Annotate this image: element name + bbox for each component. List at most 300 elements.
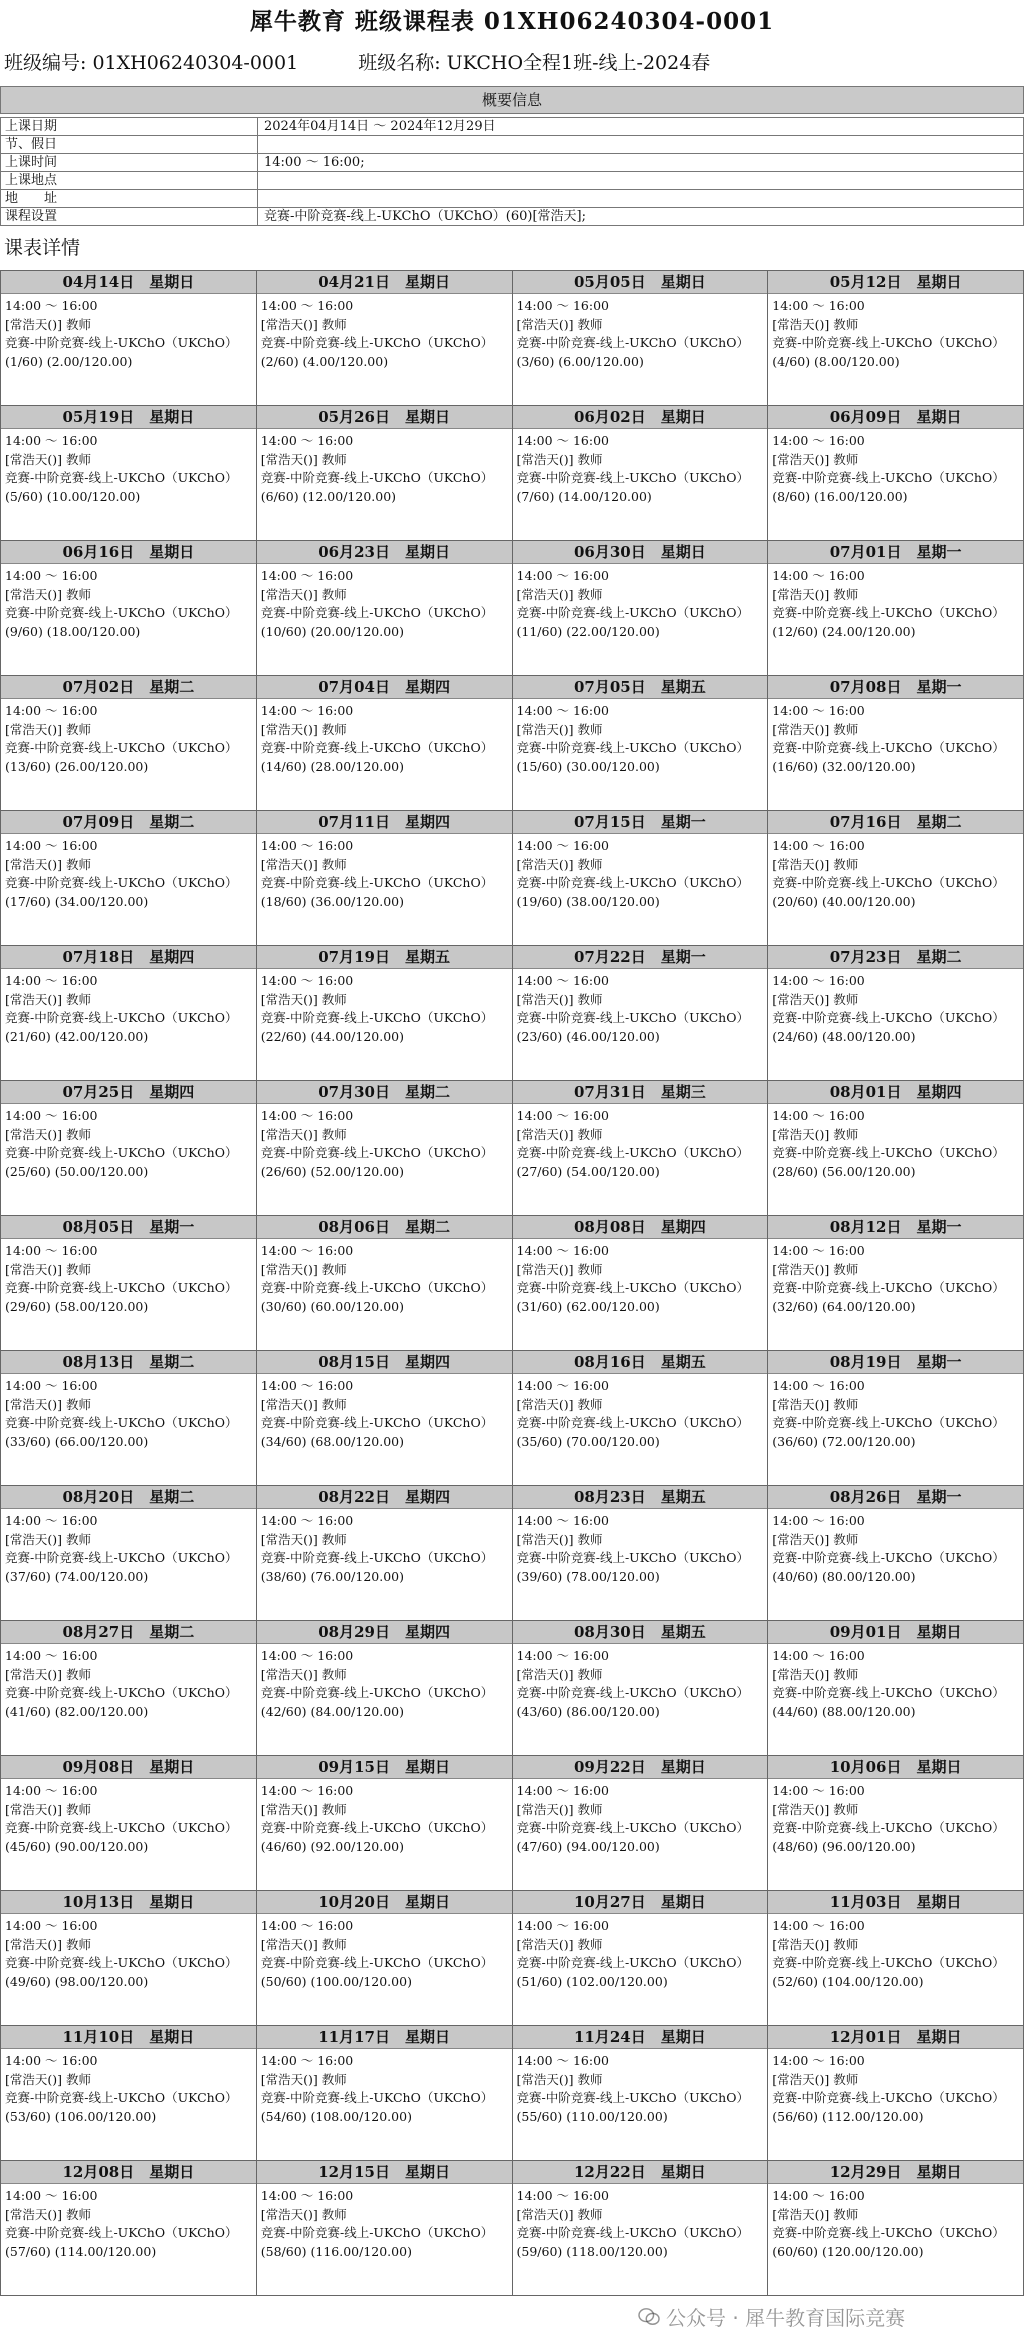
session-time: 14:00 ～ 16:00 xyxy=(516,1783,609,1798)
session-teacher: [常浩天()] 教师 xyxy=(772,1801,859,1817)
session-course: 竞赛-中阶竞赛-线上-UKChO（UKChO） xyxy=(5,1550,238,1565)
session-time: 14:00 ～ 16:00 xyxy=(5,1648,98,1663)
overview-label: 节、假日 xyxy=(1,136,258,153)
session-body xyxy=(257,1104,512,1181)
session-time: 14:00 ～ 16:00 xyxy=(260,1648,354,1663)
session-date: 12月22日 星期日 xyxy=(513,2161,768,2184)
session-teacher: [常浩天()] 教师 xyxy=(5,316,91,332)
session-body xyxy=(513,564,768,641)
session-progress: (23/60) (46.00/120.00) xyxy=(516,1028,660,1044)
session-cell xyxy=(257,1891,513,2026)
session-cell xyxy=(513,1621,769,1756)
session-teacher: [常浩天()] 教师 xyxy=(5,1261,91,1277)
session-cell xyxy=(768,406,1024,541)
session-body xyxy=(257,1509,512,1586)
session-teacher: [常浩天()] 教师 xyxy=(260,991,347,1007)
session-time: 14:00 ～ 16:00 xyxy=(260,1243,354,1258)
session-course: 竞赛-中阶竞赛-线上-UKChO（UKChO） xyxy=(516,875,749,890)
session-teacher: [常浩天()] 教师 xyxy=(516,1936,603,1952)
overview-label: 上课日期 xyxy=(1,118,258,135)
session-body xyxy=(257,1644,512,1721)
session-course: 竞赛-中阶竞赛-线上-UKChO（UKChO） xyxy=(260,740,494,755)
session-time: 14:00 ～ 16:00 xyxy=(5,1513,98,1528)
session-time: 14:00 ～ 16:00 xyxy=(5,433,98,448)
session-cell xyxy=(513,1351,769,1486)
session-date: 09月22日 星期日 xyxy=(513,1756,768,1779)
session-progress: (1/60) (2.00/120.00) xyxy=(5,353,133,369)
session-course: 竞赛-中阶竞赛-线上-UKChO（UKChO） xyxy=(5,2225,238,2240)
session-progress: (38/60) (76.00/120.00) xyxy=(260,1568,404,1584)
session-course: 竞赛-中阶竞赛-线上-UKChO（UKChO） xyxy=(5,2090,238,2105)
session-teacher: [常浩天()] 教师 xyxy=(516,1801,603,1817)
overview-value: 竞赛-中阶竞赛-线上-UKChO（UKChO）(60)[常浩天]; xyxy=(264,209,586,224)
class-code: 班级编号: 01XH06240304-0001 xyxy=(4,51,299,74)
session-body xyxy=(513,1779,768,1856)
session-date: 07月02日 星期二 xyxy=(1,676,256,699)
session-date: 07月15日 星期一 xyxy=(513,811,768,834)
session-cell xyxy=(1,676,257,811)
session-progress: (30/60) (60.00/120.00) xyxy=(260,1298,404,1314)
session-progress: (32/60) (64.00/120.00) xyxy=(772,1298,916,1314)
session-time: 14:00 ～ 16:00 xyxy=(516,973,609,988)
session-time: 14:00 ～ 16:00 xyxy=(772,838,865,853)
session-date: 06月30日 星期日 xyxy=(513,541,768,564)
session-body xyxy=(1,1914,256,1991)
session-course: 竞赛-中阶竞赛-线上-UKChO（UKChO） xyxy=(260,1145,494,1160)
session-date: 12月01日 星期日 xyxy=(768,2026,1023,2049)
session-teacher: [常浩天()] 教师 xyxy=(260,1666,347,1682)
session-body xyxy=(513,2049,768,2126)
session-body xyxy=(1,1374,256,1451)
session-date: 07月19日 星期五 xyxy=(257,946,512,969)
session-course: 竞赛-中阶竞赛-线上-UKChO（UKChO） xyxy=(5,470,238,485)
session-cell xyxy=(257,1756,513,1891)
session-teacher: [常浩天()] 教师 xyxy=(516,991,603,1007)
session-body xyxy=(513,699,768,776)
session-progress: (41/60) (82.00/120.00) xyxy=(5,1703,149,1719)
session-date: 09月01日 星期日 xyxy=(768,1621,1023,1644)
session-course: 竞赛-中阶竞赛-线上-UKChO（UKChO） xyxy=(5,1280,238,1295)
session-date: 07月30日 星期二 xyxy=(257,1081,512,1104)
session-teacher: [常浩天()] 教师 xyxy=(516,1531,603,1547)
session-progress: (2/60) (4.00/120.00) xyxy=(260,353,389,369)
session-course: 竞赛-中阶竞赛-线上-UKChO（UKChO） xyxy=(772,1415,1005,1430)
session-cell xyxy=(1,541,257,676)
session-cell xyxy=(768,2161,1024,2296)
session-cell xyxy=(1,2026,257,2161)
session-course: 竞赛-中阶竞赛-线上-UKChO（UKChO） xyxy=(260,335,494,350)
overview-label: 上课地点 xyxy=(1,172,258,189)
session-teacher: [常浩天()] 教师 xyxy=(516,1126,603,1142)
session-teacher: [常浩天()] 教师 xyxy=(5,721,91,737)
session-cell xyxy=(768,1081,1024,1216)
session-course: 竞赛-中阶竞赛-线上-UKChO（UKChO） xyxy=(772,2225,1005,2240)
session-date: 05月12日 星期日 xyxy=(768,271,1023,294)
session-body xyxy=(768,1239,1023,1316)
session-body xyxy=(768,294,1023,371)
session-cell xyxy=(513,676,769,811)
session-progress: (35/60) (70.00/120.00) xyxy=(516,1433,660,1449)
session-teacher: [常浩天()] 教师 xyxy=(516,1261,603,1277)
session-course: 竞赛-中阶竞赛-线上-UKChO（UKChO） xyxy=(772,1280,1005,1295)
session-progress: (11/60) (22.00/120.00) xyxy=(516,623,660,639)
session-cell xyxy=(513,271,769,406)
session-body xyxy=(768,1914,1023,1991)
session-body xyxy=(257,1779,512,1856)
session-cell xyxy=(257,676,513,811)
details-heading: 课表详情 xyxy=(4,237,81,259)
session-teacher: [常浩天()] 教师 xyxy=(772,721,859,737)
session-progress: (56/60) (112.00/120.00) xyxy=(772,2108,924,2124)
session-cell xyxy=(1,1486,257,1621)
session-teacher: [常浩天()] 教师 xyxy=(772,1936,859,1952)
session-body xyxy=(768,699,1023,776)
session-date: 08月27日 星期二 xyxy=(1,1621,256,1644)
session-time: 14:00 ～ 16:00 xyxy=(260,1513,354,1528)
session-teacher: [常浩天()] 教师 xyxy=(260,1936,347,1952)
session-date: 07月25日 星期四 xyxy=(1,1081,256,1104)
overview-label: 上课时间 xyxy=(1,154,258,171)
session-course: 竞赛-中阶竞赛-线上-UKChO（UKChO） xyxy=(516,605,749,620)
session-progress: (54/60) (108.00/120.00) xyxy=(260,2108,412,2124)
session-cell xyxy=(768,1621,1024,1756)
session-body xyxy=(513,2184,768,2261)
session-progress: (55/60) (110.00/120.00) xyxy=(516,2108,668,2124)
session-cell xyxy=(1,1351,257,1486)
session-cell xyxy=(1,946,257,1081)
session-time: 14:00 ～ 16:00 xyxy=(5,973,98,988)
session-time: 14:00 ～ 16:00 xyxy=(260,1378,354,1393)
session-teacher: [常浩天()] 教师 xyxy=(516,1666,603,1682)
session-date: 10月13日 星期日 xyxy=(1,1891,256,1914)
session-teacher: [常浩天()] 教师 xyxy=(772,1126,859,1142)
session-time: 14:00 ～ 16:00 xyxy=(772,1108,865,1123)
session-body xyxy=(1,294,256,371)
session-course: 竞赛-中阶竞赛-线上-UKChO（UKChO） xyxy=(516,1280,749,1295)
session-teacher: [常浩天()] 教师 xyxy=(260,721,347,737)
session-body xyxy=(1,564,256,641)
schedule-grid xyxy=(0,270,1024,2296)
session-teacher: [常浩天()] 教师 xyxy=(260,2206,347,2222)
session-time: 14:00 ～ 16:00 xyxy=(516,1513,609,1528)
watermark-text: 公众号 · 犀牛教育国际竞赛 xyxy=(666,2306,906,2330)
session-course: 竞赛-中阶竞赛-线上-UKChO（UKChO） xyxy=(516,2225,749,2240)
session-teacher: [常浩天()] 教师 xyxy=(516,586,603,602)
session-progress: (24/60) (48.00/120.00) xyxy=(772,1028,916,1044)
session-course: 竞赛-中阶竞赛-线上-UKChO（UKChO） xyxy=(772,740,1005,755)
session-teacher: [常浩天()] 教师 xyxy=(772,2071,859,2087)
session-course: 竞赛-中阶竞赛-线上-UKChO（UKChO） xyxy=(772,1145,1005,1160)
session-time: 14:00 ～ 16:00 xyxy=(516,2053,609,2068)
session-progress: (8/60) (16.00/120.00) xyxy=(772,488,908,504)
session-course: 竞赛-中阶竞赛-线上-UKChO（UKChO） xyxy=(5,875,238,890)
session-cell xyxy=(513,1486,769,1621)
session-progress: (27/60) (54.00/120.00) xyxy=(516,1163,660,1179)
session-time: 14:00 ～ 16:00 xyxy=(772,973,865,988)
session-progress: (12/60) (24.00/120.00) xyxy=(772,623,916,639)
session-time: 14:00 ～ 16:00 xyxy=(772,568,865,583)
session-course: 竞赛-中阶竞赛-线上-UKChO（UKChO） xyxy=(516,1415,749,1430)
session-body xyxy=(1,1779,256,1856)
session-time: 14:00 ～ 16:00 xyxy=(5,298,98,313)
session-body xyxy=(513,1374,768,1451)
session-date: 11月17日 星期日 xyxy=(257,2026,512,2049)
session-time: 14:00 ～ 16:00 xyxy=(260,2053,354,2068)
session-progress: (52/60) (104.00/120.00) xyxy=(772,1973,924,1989)
session-cell xyxy=(513,541,769,676)
session-body xyxy=(257,969,512,1046)
session-date: 12月08日 星期日 xyxy=(1,2161,256,2184)
session-course: 竞赛-中阶竞赛-线上-UKChO（UKChO） xyxy=(260,1280,494,1295)
session-date: 04月21日 星期日 xyxy=(257,271,512,294)
session-time: 14:00 ～ 16:00 xyxy=(772,1918,865,1933)
session-time: 14:00 ～ 16:00 xyxy=(772,1783,865,1798)
session-date: 07月05日 星期五 xyxy=(513,676,768,699)
session-progress: (57/60) (114.00/120.00) xyxy=(5,2243,157,2259)
session-time: 14:00 ～ 16:00 xyxy=(516,433,609,448)
session-date: 07月16日 星期二 xyxy=(768,811,1023,834)
session-body xyxy=(257,834,512,911)
session-cell xyxy=(513,2026,769,2161)
session-date: 08月01日 星期四 xyxy=(768,1081,1023,1104)
session-cell xyxy=(513,811,769,946)
session-body xyxy=(513,969,768,1046)
session-time: 14:00 ～ 16:00 xyxy=(5,838,98,853)
session-date: 07月22日 星期一 xyxy=(513,946,768,969)
session-date: 10月06日 星期日 xyxy=(768,1756,1023,1779)
session-date: 08月08日 星期四 xyxy=(513,1216,768,1239)
session-date: 09月15日 星期日 xyxy=(257,1756,512,1779)
session-teacher: [常浩天()] 教师 xyxy=(516,2206,603,2222)
session-time: 14:00 ～ 16:00 xyxy=(260,433,354,448)
session-body xyxy=(1,1104,256,1181)
session-course: 竞赛-中阶竞赛-线上-UKChO（UKChO） xyxy=(260,1820,494,1835)
session-course: 竞赛-中阶竞赛-线上-UKChO（UKChO） xyxy=(772,1010,1005,1025)
session-body xyxy=(1,969,256,1046)
session-progress: (51/60) (102.00/120.00) xyxy=(516,1973,668,1989)
session-teacher: [常浩天()] 教师 xyxy=(260,316,347,332)
session-body xyxy=(768,969,1023,1046)
session-cell xyxy=(1,271,257,406)
session-body xyxy=(513,1914,768,1991)
session-teacher: [常浩天()] 教师 xyxy=(260,1396,347,1412)
session-date: 11月03日 星期日 xyxy=(768,1891,1023,1914)
session-teacher: [常浩天()] 教师 xyxy=(772,856,859,872)
session-progress: (5/60) (10.00/120.00) xyxy=(5,488,141,504)
session-time: 14:00 ～ 16:00 xyxy=(260,703,354,718)
session-progress: (40/60) (80.00/120.00) xyxy=(772,1568,916,1584)
session-teacher: [常浩天()] 教师 xyxy=(5,991,91,1007)
session-course: 竞赛-中阶竞赛-线上-UKChO（UKChO） xyxy=(5,1145,238,1160)
session-date: 08月13日 星期二 xyxy=(1,1351,256,1374)
session-date: 08月20日 星期二 xyxy=(1,1486,256,1509)
session-progress: (14/60) (28.00/120.00) xyxy=(260,758,404,774)
session-cell xyxy=(513,1081,769,1216)
overview-value: 2024年04月14日 ～ 2024年12月29日 xyxy=(264,119,496,134)
session-cell xyxy=(768,271,1024,406)
session-teacher: [常浩天()] 教师 xyxy=(516,451,603,467)
session-cell xyxy=(257,1216,513,1351)
session-course: 竞赛-中阶竞赛-线上-UKChO（UKChO） xyxy=(772,1955,1005,1970)
session-progress: (17/60) (34.00/120.00) xyxy=(5,893,149,909)
session-progress: (9/60) (18.00/120.00) xyxy=(5,623,141,639)
overview-row xyxy=(1,190,1023,208)
session-teacher: [常浩天()] 教师 xyxy=(772,1666,859,1682)
session-body xyxy=(768,1509,1023,1586)
session-date: 07月08日 星期一 xyxy=(768,676,1023,699)
session-teacher: [常浩天()] 教师 xyxy=(260,856,347,872)
session-cell xyxy=(257,2026,513,2161)
session-teacher: [常浩天()] 教师 xyxy=(516,2071,603,2087)
session-cell xyxy=(768,1351,1024,1486)
session-progress: (33/60) (66.00/120.00) xyxy=(5,1433,149,1449)
session-cell xyxy=(768,946,1024,1081)
overview-table xyxy=(0,117,1024,226)
session-teacher: [常浩天()] 教师 xyxy=(772,451,859,467)
session-progress: (15/60) (30.00/120.00) xyxy=(516,758,660,774)
session-course: 竞赛-中阶竞赛-线上-UKChO（UKChO） xyxy=(772,875,1005,890)
session-teacher: [常浩天()] 教师 xyxy=(5,1126,91,1142)
session-course: 竞赛-中阶竞赛-线上-UKChO（UKChO） xyxy=(772,1550,1005,1565)
session-date: 08月05日 星期一 xyxy=(1,1216,256,1239)
session-cell xyxy=(768,811,1024,946)
session-body xyxy=(768,1104,1023,1181)
session-progress: (4/60) (8.00/120.00) xyxy=(772,353,900,369)
session-time: 14:00 ～ 16:00 xyxy=(516,1648,609,1663)
session-progress: (28/60) (56.00/120.00) xyxy=(772,1163,916,1179)
session-course: 竞赛-中阶竞赛-线上-UKChO（UKChO） xyxy=(516,1010,749,1025)
session-cell xyxy=(1,1081,257,1216)
session-body xyxy=(1,1239,256,1316)
session-course: 竞赛-中阶竞赛-线上-UKChO（UKChO） xyxy=(5,1415,238,1430)
session-progress: (10/60) (20.00/120.00) xyxy=(260,623,404,639)
session-teacher: [常浩天()] 教师 xyxy=(772,2206,859,2222)
session-body xyxy=(768,564,1023,641)
session-body xyxy=(768,2049,1023,2126)
overview-value xyxy=(258,172,1023,189)
session-time: 14:00 ～ 16:00 xyxy=(5,703,98,718)
session-course: 竞赛-中阶竞赛-线上-UKChO（UKChO） xyxy=(516,335,749,350)
session-time: 14:00 ～ 16:00 xyxy=(5,1243,98,1258)
session-date: 08月23日 星期五 xyxy=(513,1486,768,1509)
session-cell xyxy=(257,811,513,946)
session-cell xyxy=(513,946,769,1081)
session-progress: (20/60) (40.00/120.00) xyxy=(772,893,916,909)
session-course: 竞赛-中阶竞赛-线上-UKChO（UKChO） xyxy=(260,470,494,485)
session-cell xyxy=(1,1216,257,1351)
session-cell xyxy=(257,1351,513,1486)
session-date: 06月09日 星期日 xyxy=(768,406,1023,429)
session-date: 08月12日 星期一 xyxy=(768,1216,1023,1239)
session-teacher: [常浩天()] 教师 xyxy=(260,1126,347,1142)
session-progress: (7/60) (14.00/120.00) xyxy=(516,488,652,504)
overview-row xyxy=(1,117,1023,136)
session-course: 竞赛-中阶竞赛-线上-UKChO（UKChO） xyxy=(5,740,238,755)
session-cell xyxy=(513,1756,769,1891)
session-time: 14:00 ～ 16:00 xyxy=(772,1243,865,1258)
session-cell xyxy=(257,406,513,541)
session-teacher: [常浩天()] 教师 xyxy=(516,721,603,737)
session-date: 07月09日 星期二 xyxy=(1,811,256,834)
session-date: 08月15日 星期四 xyxy=(257,1351,512,1374)
session-body xyxy=(1,834,256,911)
session-progress: (16/60) (32.00/120.00) xyxy=(772,758,916,774)
session-teacher: [常浩天()] 教师 xyxy=(260,1801,347,1817)
session-time: 14:00 ～ 16:00 xyxy=(260,1108,354,1123)
session-time: 14:00 ～ 16:00 xyxy=(5,1378,98,1393)
session-progress: (25/60) (50.00/120.00) xyxy=(5,1163,149,1179)
session-body xyxy=(257,294,512,371)
session-time: 14:00 ～ 16:00 xyxy=(5,2053,98,2068)
session-course: 竞赛-中阶竞赛-线上-UKChO（UKChO） xyxy=(260,1685,494,1700)
session-body xyxy=(257,1239,512,1316)
session-time: 14:00 ～ 16:00 xyxy=(516,568,609,583)
session-cell xyxy=(257,946,513,1081)
session-cell xyxy=(768,676,1024,811)
session-teacher: [常浩天()] 教师 xyxy=(5,1396,91,1412)
session-time: 14:00 ～ 16:00 xyxy=(772,2188,865,2203)
session-date: 07月18日 星期四 xyxy=(1,946,256,969)
wechat-official-account-icon xyxy=(638,2307,660,2327)
session-teacher: [常浩天()] 教师 xyxy=(5,1531,91,1547)
session-time: 14:00 ～ 16:00 xyxy=(772,1648,865,1663)
session-cell xyxy=(768,1486,1024,1621)
session-cell xyxy=(513,406,769,541)
session-course: 竞赛-中阶竞赛-线上-UKChO（UKChO） xyxy=(772,335,1005,350)
session-course: 竞赛-中阶竞赛-线上-UKChO（UKChO） xyxy=(5,1955,238,1970)
session-time: 14:00 ～ 16:00 xyxy=(516,1243,609,1258)
session-cell xyxy=(768,1756,1024,1891)
session-course: 竞赛-中阶竞赛-线上-UKChO（UKChO） xyxy=(516,1685,749,1700)
session-date: 10月27日 星期日 xyxy=(513,1891,768,1914)
session-progress: (21/60) (42.00/120.00) xyxy=(5,1028,149,1044)
session-course: 竞赛-中阶竞赛-线上-UKChO（UKChO） xyxy=(516,740,749,755)
session-date: 06月23日 星期日 xyxy=(257,541,512,564)
session-course: 竞赛-中阶竞赛-线上-UKChO（UKChO） xyxy=(5,1685,238,1700)
session-teacher: [常浩天()] 教师 xyxy=(5,1936,91,1952)
session-course: 竞赛-中阶竞赛-线上-UKChO（UKChO） xyxy=(260,875,494,890)
session-body xyxy=(1,1509,256,1586)
session-teacher: [常浩天()] 教师 xyxy=(260,451,347,467)
session-teacher: [常浩天()] 教师 xyxy=(516,1396,603,1412)
session-teacher: [常浩天()] 教师 xyxy=(772,1261,859,1277)
session-time: 14:00 ～ 16:00 xyxy=(516,1378,609,1393)
session-progress: (31/60) (62.00/120.00) xyxy=(516,1298,660,1314)
session-body xyxy=(257,429,512,506)
class-name: 班级名称: UKCHO全程1班-线上-2024春 xyxy=(358,51,711,74)
session-cell xyxy=(768,2026,1024,2161)
session-progress: (37/60) (74.00/120.00) xyxy=(5,1568,149,1584)
session-progress: (46/60) (92.00/120.00) xyxy=(260,1838,404,1854)
session-time: 14:00 ～ 16:00 xyxy=(516,703,609,718)
session-course: 竞赛-中阶竞赛-线上-UKChO（UKChO） xyxy=(260,1955,494,1970)
session-time: 14:00 ～ 16:00 xyxy=(772,703,865,718)
session-time: 14:00 ～ 16:00 xyxy=(772,433,865,448)
session-body xyxy=(1,699,256,776)
session-course: 竞赛-中阶竞赛-线上-UKChO（UKChO） xyxy=(772,1820,1005,1835)
session-body xyxy=(257,699,512,776)
session-body xyxy=(257,1914,512,1991)
session-course: 竞赛-中阶竞赛-线上-UKChO（UKChO） xyxy=(772,1685,1005,1700)
session-time: 14:00 ～ 16:00 xyxy=(772,1378,865,1393)
session-progress: (19/60) (38.00/120.00) xyxy=(516,893,660,909)
session-time: 14:00 ～ 16:00 xyxy=(772,298,865,313)
session-progress: (3/60) (6.00/120.00) xyxy=(516,353,644,369)
session-time: 14:00 ～ 16:00 xyxy=(5,2188,98,2203)
session-cell xyxy=(257,2161,513,2296)
session-progress: (42/60) (84.00/120.00) xyxy=(260,1703,404,1719)
session-time: 14:00 ～ 16:00 xyxy=(772,1513,865,1528)
